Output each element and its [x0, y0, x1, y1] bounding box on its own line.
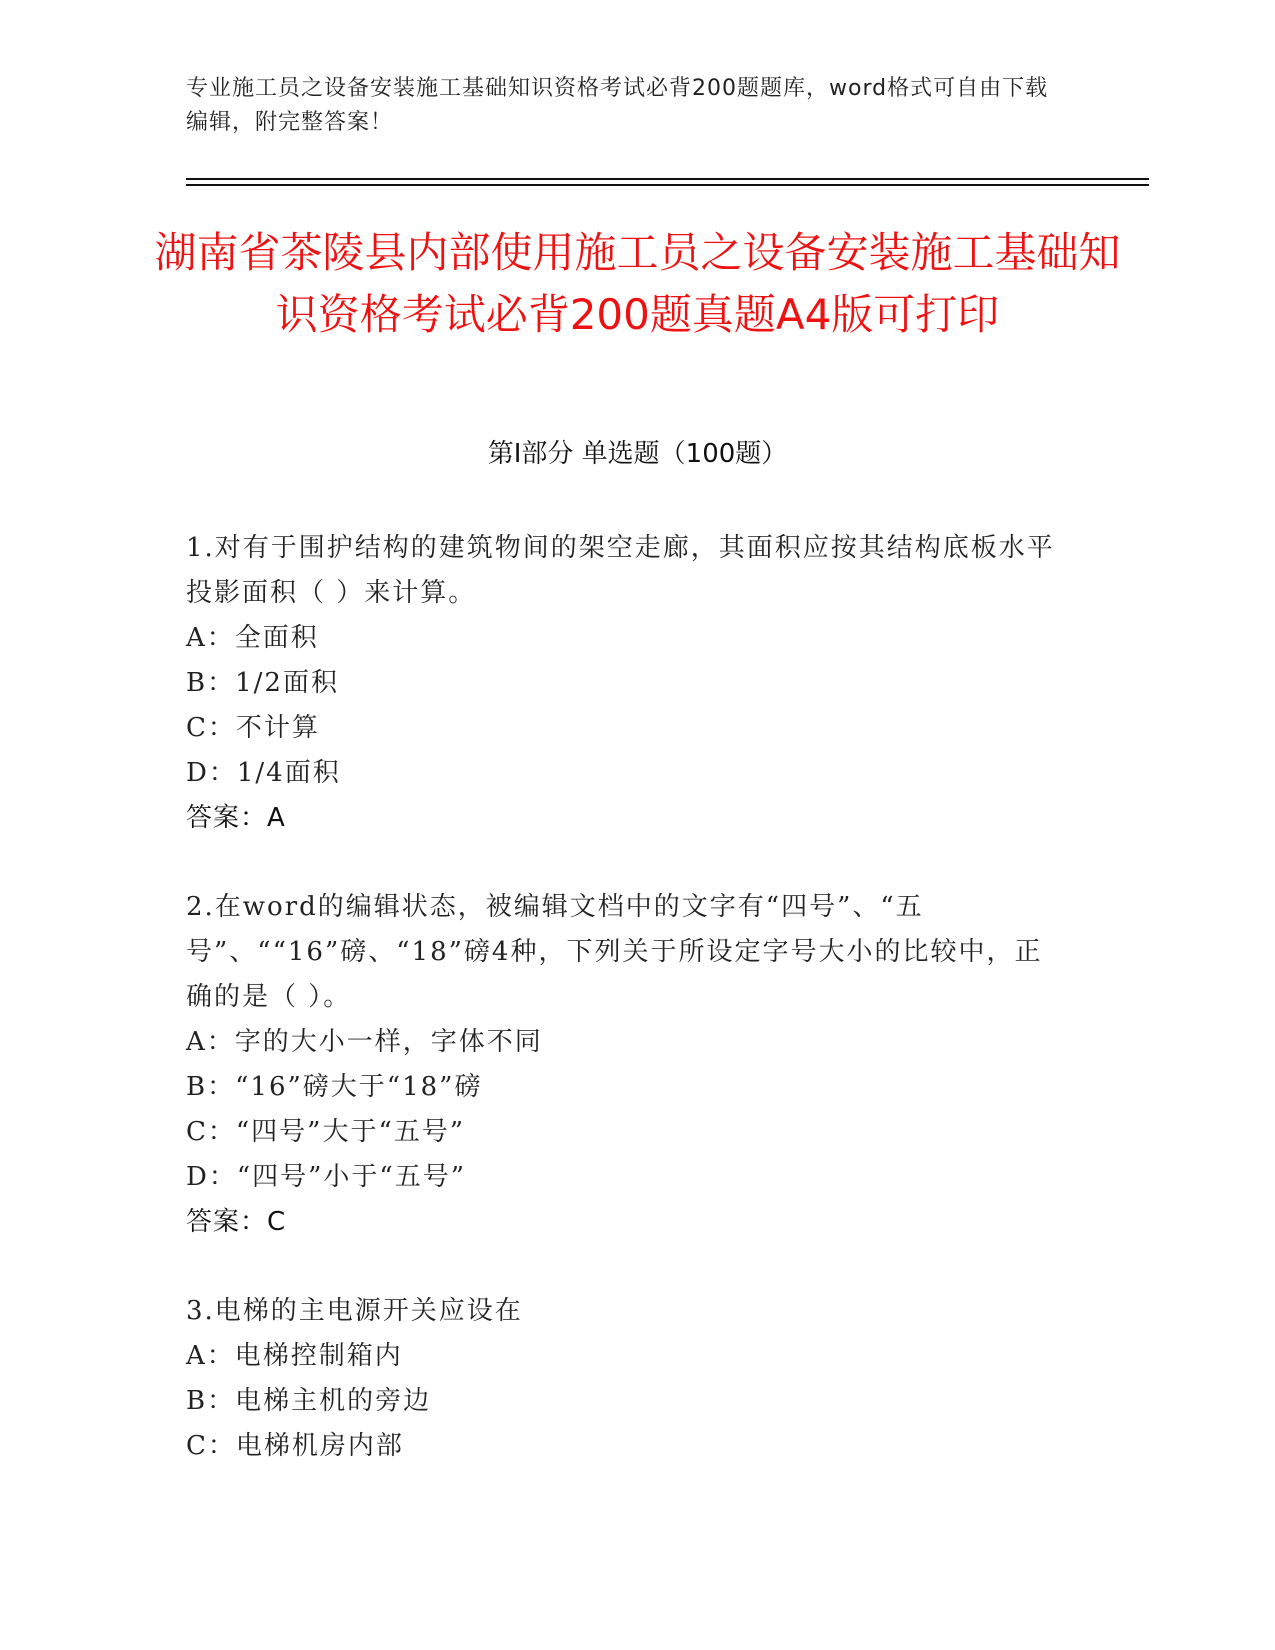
question-2 — [186, 885, 1066, 1245]
question-3 — [186, 1289, 1066, 1469]
option-b: B：电梯主机的旁边 — [186, 1386, 432, 1416]
question-list — [186, 526, 1066, 1513]
answer-line: 答案：A — [186, 803, 286, 833]
option-d: D：1/4面积 — [186, 758, 341, 788]
option-c: C：不计算 — [186, 713, 320, 743]
document-title: 湖南省茶陵县内部使用施工员之设备安装施工基础知识资格考试必背200题真题A4版可打印 — [154, 228, 1121, 339]
question-1 — [186, 526, 1066, 841]
question-stem: 3.电梯的主电源开关应设在 — [186, 1296, 523, 1326]
option-a: A：全面积 — [186, 623, 319, 653]
option-a: A：字的大小一样，字体不同 — [186, 1027, 543, 1057]
answer-line: 答案：C — [186, 1207, 287, 1237]
header-divider-bottom — [186, 184, 1149, 186]
option-d: D：“四号”小于“五号” — [186, 1162, 467, 1192]
option-a: A：电梯控制箱内 — [186, 1341, 403, 1371]
header-divider-top — [186, 178, 1149, 180]
question-stem: 2.在word的编辑状态，被编辑文档中的文字有“四号”、“五号”、““16”磅、“18”磅4种，下列关于所设定字号大小的比较中，正确的是（ ）。 — [186, 892, 1043, 1012]
option-c: C：“四号”大于“五号” — [186, 1117, 466, 1147]
question-stem: 1.对有于围护结构的建筑物间的架空走廊，其面积应按其结构底板水平投影面积（ ）来计算。 — [186, 533, 1055, 608]
option-b: B：“16”磅大于“18”磅 — [186, 1072, 483, 1102]
option-b: B：1/2面积 — [186, 668, 339, 698]
header-note: 专业施工员之设备安装施工基础知识资格考试必背200题题库，word格式可自由下载编辑，附完整答案！ — [186, 76, 1049, 135]
section-heading: 第Ⅰ部分 单选题（100题） — [487, 439, 788, 469]
option-c: C：电梯机房内部 — [186, 1431, 404, 1461]
